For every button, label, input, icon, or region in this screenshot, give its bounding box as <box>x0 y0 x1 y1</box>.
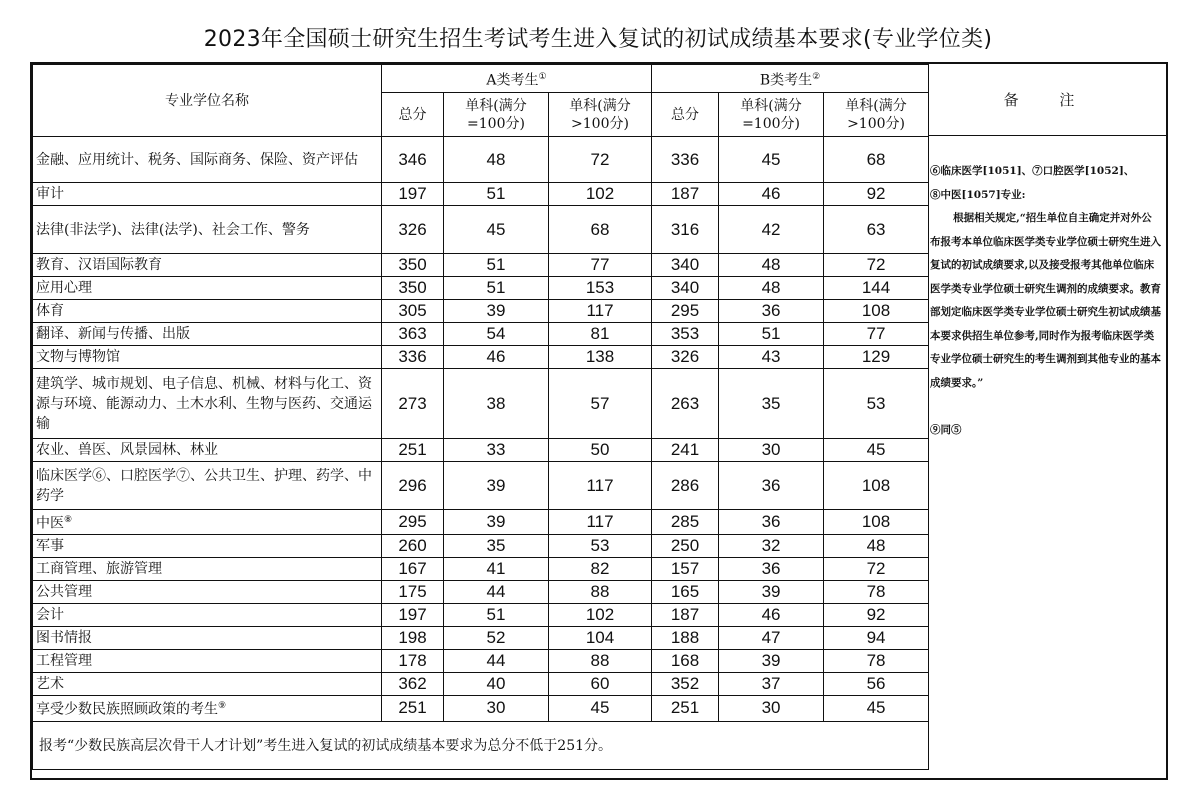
cell-b-single100: 48 <box>719 277 824 300</box>
table-row <box>33 534 929 557</box>
footnote-row <box>33 721 929 769</box>
cell-a-single-over100: 77 <box>549 254 652 277</box>
cell-b-single-over100: 94 <box>824 626 929 649</box>
row-name: 军事 <box>33 534 382 557</box>
cell-a-single-over100: 57 <box>549 369 652 439</box>
row-name: 建筑学、城市规划、电子信息、机械、材料与化工、资源与环境、能源动力、土木水利、生物与医药、交通运输 <box>33 369 382 439</box>
cell-b-single-over100: 56 <box>824 672 929 695</box>
cell-b-single-over100: 129 <box>824 346 929 369</box>
cell-b-single100: 47 <box>719 626 824 649</box>
cell-a-total: 197 <box>382 603 444 626</box>
cell-a-total: 251 <box>382 695 444 721</box>
cell-b-total: 187 <box>652 183 719 206</box>
cell-a-total: 295 <box>382 510 444 535</box>
score-table <box>32 64 929 770</box>
row-name: 体育 <box>33 300 382 323</box>
row-name: 应用心理 <box>33 277 382 300</box>
cell-a-single-over100: 68 <box>549 206 652 254</box>
cell-a-single-over100: 102 <box>549 603 652 626</box>
cell-b-single100: 39 <box>719 580 824 603</box>
cell-b-total: 263 <box>652 369 719 439</box>
table-row <box>33 206 929 254</box>
row-name: 教育、汉语国际教育 <box>33 254 382 277</box>
cell-b-total: 336 <box>652 137 719 183</box>
cell-a-single100: 44 <box>444 649 549 672</box>
page-title: 2023年全国硕士研究生招生考试考生进入复试的初试成绩基本要求(专业学位类) <box>203 27 993 52</box>
cell-b-single100: 43 <box>719 346 824 369</box>
table-row <box>33 183 929 206</box>
cell-b-total: 340 <box>652 277 719 300</box>
table-row <box>33 300 929 323</box>
cell-a-single100: 46 <box>444 346 549 369</box>
cell-a-total: 326 <box>382 206 444 254</box>
cell-b-single100: 46 <box>719 183 824 206</box>
cell-b-single100: 36 <box>719 557 824 580</box>
row-name: 审计 <box>33 183 382 206</box>
cell-b-total: 241 <box>652 439 719 462</box>
cell-a-single-over100: 117 <box>549 510 652 535</box>
table-row <box>33 346 929 369</box>
row-name: 翻译、新闻与传播、出版 <box>33 323 382 346</box>
cell-a-single100: 52 <box>444 626 549 649</box>
cell-b-total: 353 <box>652 323 719 346</box>
cell-a-single100: 33 <box>444 439 549 462</box>
cell-b-single-over100: 45 <box>824 695 929 721</box>
cell-b-total: 295 <box>652 300 719 323</box>
cell-a-single100: 48 <box>444 137 549 183</box>
cell-a-single-over100: 104 <box>549 626 652 649</box>
cell-b-single100: 32 <box>719 534 824 557</box>
cell-b-single-over100: 68 <box>824 137 929 183</box>
cell-b-single-over100: 144 <box>824 277 929 300</box>
cell-a-single-over100: 153 <box>549 277 652 300</box>
cell-a-single100: 51 <box>444 254 549 277</box>
footnote-text: 报考“少数民族高层次骨干人才计划”考生进入复试的初试成绩基本要求为总分不低于251分。 <box>33 721 929 769</box>
table-row <box>33 649 929 672</box>
row-name: 工程管理 <box>33 649 382 672</box>
cell-a-single-over100: 82 <box>549 557 652 580</box>
cell-a-single100: 39 <box>444 462 549 510</box>
table-row <box>33 277 929 300</box>
cell-b-single100: 51 <box>719 323 824 346</box>
cell-b-single-over100: 78 <box>824 649 929 672</box>
cell-a-total: 350 <box>382 277 444 300</box>
cell-b-single-over100: 108 <box>824 510 929 535</box>
cell-b-total: 157 <box>652 557 719 580</box>
cell-b-total: 285 <box>652 510 719 535</box>
cell-a-single100: 44 <box>444 580 549 603</box>
cell-b-total: 251 <box>652 695 719 721</box>
cell-b-total: 326 <box>652 346 719 369</box>
cell-a-total: 363 <box>382 323 444 346</box>
row-name: 图书情报 <box>33 626 382 649</box>
remarks-panel <box>930 160 1162 443</box>
cell-a-single100: 39 <box>444 510 549 535</box>
cell-a-total: 178 <box>382 649 444 672</box>
cell-a-single100: 51 <box>444 277 549 300</box>
cell-a-total: 260 <box>382 534 444 557</box>
cell-a-single100: 51 <box>444 603 549 626</box>
cell-b-total: 352 <box>652 672 719 695</box>
cell-a-total: 175 <box>382 580 444 603</box>
cell-a-single-over100: 72 <box>549 137 652 183</box>
cell-b-single100: 46 <box>719 603 824 626</box>
cell-a-single-over100: 102 <box>549 183 652 206</box>
column-header-b-total: 总分 <box>652 93 719 137</box>
cell-b-single-over100: 45 <box>824 439 929 462</box>
cell-a-single100: 51 <box>444 183 549 206</box>
cell-b-total: 165 <box>652 580 719 603</box>
cell-b-single-over100: 108 <box>824 300 929 323</box>
cell-a-total: 273 <box>382 369 444 439</box>
column-header-name: 专业学位名称 <box>33 65 382 137</box>
cell-b-single100: 37 <box>719 672 824 695</box>
row-name: 农业、兽医、风景园林、林业 <box>33 439 382 462</box>
row-name: 会计 <box>33 603 382 626</box>
cell-b-single100: 30 <box>719 439 824 462</box>
table-row <box>33 626 929 649</box>
cell-a-single-over100: 45 <box>549 695 652 721</box>
column-header-a-single-over100: 单科(满分 >100分) <box>549 93 652 137</box>
cell-b-single100: 48 <box>719 254 824 277</box>
cell-a-single100: 38 <box>444 369 549 439</box>
table-row <box>33 323 929 346</box>
cell-b-single-over100: 72 <box>824 254 929 277</box>
column-header-a-total: 总分 <box>382 93 444 137</box>
cell-b-single-over100: 48 <box>824 534 929 557</box>
cell-b-single100: 36 <box>719 510 824 535</box>
cell-b-total: 168 <box>652 649 719 672</box>
cell-a-single-over100: 138 <box>549 346 652 369</box>
row-name: 金融、应用统计、税务、国际商务、保险、资产评估 <box>33 137 382 183</box>
cell-a-single-over100: 81 <box>549 323 652 346</box>
cell-b-single-over100: 108 <box>824 462 929 510</box>
cell-a-single-over100: 117 <box>549 462 652 510</box>
cell-b-single100: 42 <box>719 206 824 254</box>
cell-b-single-over100: 92 <box>824 183 929 206</box>
cell-a-single100: 45 <box>444 206 549 254</box>
cell-b-total: 188 <box>652 626 719 649</box>
row-name: 法律(非法学)、法律(法学)、社会工作、警务 <box>33 206 382 254</box>
cell-a-total: 251 <box>382 439 444 462</box>
cell-a-single100: 40 <box>444 672 549 695</box>
cell-a-total: 346 <box>382 137 444 183</box>
row-name: 享受少数民族照顾政策的考生⑨ <box>33 695 382 721</box>
cell-a-single100: 35 <box>444 534 549 557</box>
cell-a-single100: 30 <box>444 695 549 721</box>
table-row <box>33 439 929 462</box>
cell-b-single-over100: 77 <box>824 323 929 346</box>
cell-a-single-over100: 88 <box>549 649 652 672</box>
cell-b-single-over100: 78 <box>824 580 929 603</box>
cell-b-total: 286 <box>652 462 719 510</box>
cell-b-single100: 30 <box>719 695 824 721</box>
cell-b-single100: 36 <box>719 462 824 510</box>
cell-b-single100: 36 <box>719 300 824 323</box>
table-row <box>33 254 929 277</box>
cell-a-single-over100: 117 <box>549 300 652 323</box>
table-row <box>33 603 929 626</box>
cell-b-total: 187 <box>652 603 719 626</box>
column-header-b-single100: 单科(满分 =100分) <box>719 93 824 137</box>
table-row <box>33 672 929 695</box>
remarks-line: ⑥临床医学[1051]、⑦口腔医学[1052]、 <box>930 165 1135 177</box>
cell-b-total: 316 <box>652 206 719 254</box>
cell-a-total: 198 <box>382 626 444 649</box>
remarks-paragraph: 根据相关规定,“招生单位自主确定并对外公布报考本单位临床医学类专业学位硕士研究生进入复试的初试成绩要求,以及接受报考其他单位临床医学类专业学位硕士研究生调剂的成绩要求。教育部划定临床医学类专业学位硕士研究生初试成绩基本要求供招生单位参考,同时作为报考临床医学类专业学位硕士研究生的考生调剂到其他专业的基本成绩要求。” <box>930 212 1161 389</box>
table-row <box>33 369 929 439</box>
table-row <box>33 580 929 603</box>
cell-b-single-over100: 63 <box>824 206 929 254</box>
cell-a-total: 350 <box>382 254 444 277</box>
cell-a-total: 336 <box>382 346 444 369</box>
cell-a-single100: 41 <box>444 557 549 580</box>
table-row <box>33 557 929 580</box>
cell-a-total: 362 <box>382 672 444 695</box>
table-row <box>33 462 929 510</box>
cell-b-single-over100: 72 <box>824 557 929 580</box>
row-name: 中医⑧ <box>33 510 382 535</box>
cell-b-single-over100: 92 <box>824 603 929 626</box>
remarks-line: ⑨同⑤ <box>930 424 962 436</box>
cell-a-total: 197 <box>382 183 444 206</box>
cell-a-single-over100: 53 <box>549 534 652 557</box>
cell-a-total: 167 <box>382 557 444 580</box>
table-row <box>33 695 929 721</box>
cell-a-single-over100: 88 <box>549 580 652 603</box>
cell-a-single-over100: 50 <box>549 439 652 462</box>
row-name: 艺术 <box>33 672 382 695</box>
cell-b-single100: 45 <box>719 137 824 183</box>
table-row <box>33 510 929 535</box>
cell-a-total: 305 <box>382 300 444 323</box>
row-name: 文物与博物馆 <box>33 346 382 369</box>
row-name: 工商管理、旅游管理 <box>33 557 382 580</box>
group-header-b: B类考生② <box>652 65 929 93</box>
cell-b-total: 340 <box>652 254 719 277</box>
cell-a-single100: 39 <box>444 300 549 323</box>
table-row <box>33 137 929 183</box>
cell-b-single-over100: 53 <box>824 369 929 439</box>
row-name: 临床医学⑥、口腔医学⑦、公共卫生、护理、药学、中药学 <box>33 462 382 510</box>
cell-b-single100: 39 <box>719 649 824 672</box>
group-header-a: A类考生① <box>382 65 652 93</box>
cell-a-total: 296 <box>382 462 444 510</box>
cell-b-total: 250 <box>652 534 719 557</box>
row-name: 公共管理 <box>33 580 382 603</box>
remarks-header: 备 注 <box>928 64 1168 136</box>
cell-a-single-over100: 60 <box>549 672 652 695</box>
cell-b-single100: 35 <box>719 369 824 439</box>
column-header-a-single100: 单科(满分 =100分) <box>444 93 549 137</box>
remarks-line: ⑧中医[1057]专业: <box>930 188 1026 201</box>
column-header-b-single-over100: 单科(满分 >100分) <box>824 93 929 137</box>
cell-a-single100: 54 <box>444 323 549 346</box>
